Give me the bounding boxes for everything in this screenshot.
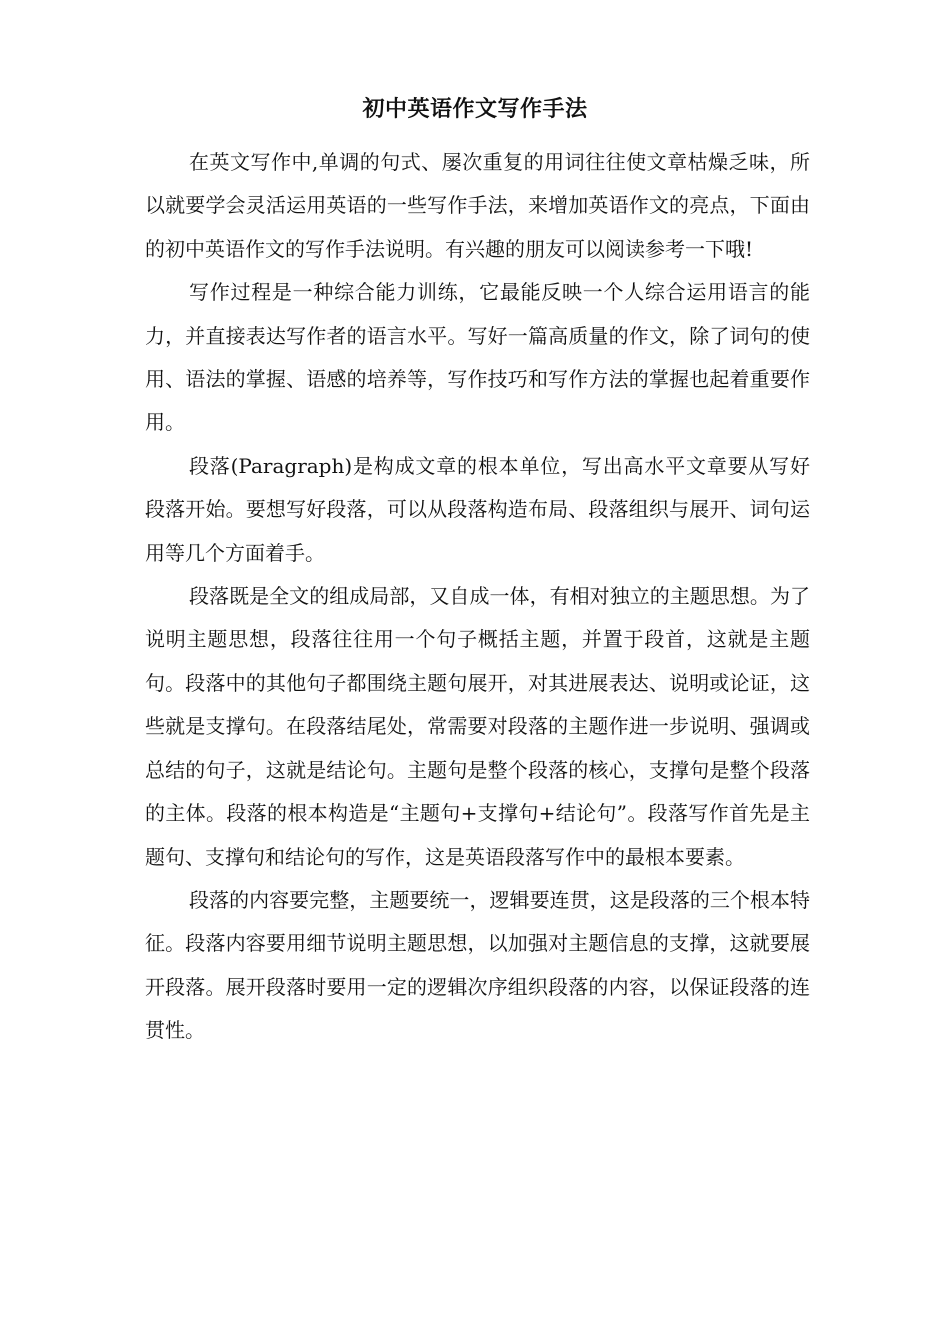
document-body [145,141,810,1053]
paragraph: 段落的内容要完整，主题要统一，逻辑要连贯，这是段落的三个根本特征。段落内容要用细节说明主题思想，以加强对主题信息的支撑，这就要展开段落。展开段落时要用一定的逻辑次序组织段落的内容，以保证段落的连贯性。 [145,887,810,1043]
paragraph: 在英文写作中,单调的句式、屡次重复的用词往往使文章枯燥乏味，所以就要学会灵活运用英语的一些写作手法，来增加英语作文的亮点，下面由的初中英语作文的写作手法说明。有兴趣的朋友可以阅读参考一下哦! [145,150,810,261]
paragraph: 写作过程是一种综合能力训练，它最能反映一个人综合运用语言的能力，并直接表达写作者的语言水平。写好一篇高质量的作文，除了词句的使用、语法的掌握、语感的培养等，写作技巧和写作方法的掌握也起着重要作用。 [145,280,810,435]
document-title: 初中英语作文写作手法 [362,97,588,122]
paragraph: 段落既是全文的组成局部，又自成一体，有相对独立的主题思想。为了说明主题思想，段落往往用一个句子概括主题，并置于段首，这就是主题句。段落中的其他句子都围绕主题句展开，对其进展表达、说明或论证，这些就是支撑句。在段落结尾处，常需要对段落的主题作进一步说明、强调或总结的句子，这就是结论句。主题句是整个段落的核心，支撑句是整个段落的主体。段落的根本构造是“主题句+支撑句+结论句”。段落写作首先是主题句、支撑句和结论句的写作，这是英语段落写作中的最根本要素。 [145,584,810,869]
paragraph: 段落(Paragraph)是构成文章的根本单位，写出高水平文章要从写好段落开始。要想写好段落，可以从段落构造布局、段落组织与展开、词句运用等几个方面着手。 [145,453,810,565]
